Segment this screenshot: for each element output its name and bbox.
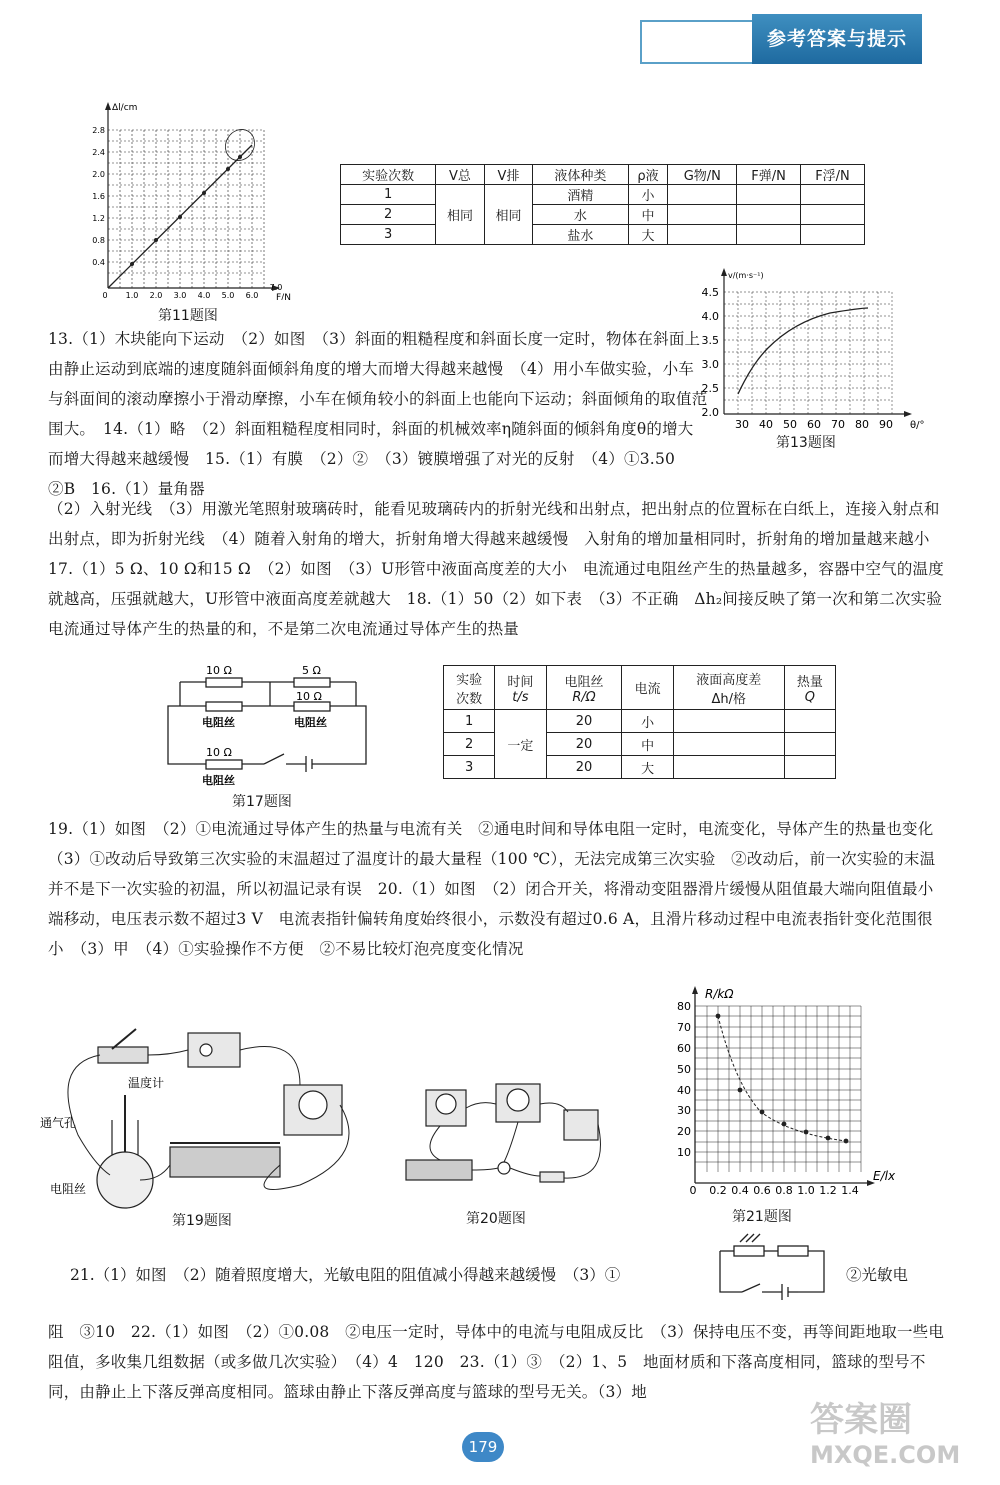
banner-box xyxy=(640,20,754,64)
answer-21-line: 21.（1）如图 （2）随着照度增大，光敏电阻的阻值减小得越来越缓慢 （3）① xyxy=(70,1266,621,1284)
table1-cell xyxy=(668,185,737,205)
fig21-xtick: 0.4 xyxy=(731,1184,749,1196)
table2-header: 时间 t/s xyxy=(495,666,546,710)
fig21-ytick: 30 xyxy=(677,1104,691,1117)
fig11-ytick: 0.8 xyxy=(92,236,105,245)
resistor-r2 xyxy=(206,702,242,711)
fig21-caption: 第21题图 xyxy=(732,1209,792,1225)
fig11-ytick: 2.4 xyxy=(92,148,105,157)
table1-cell xyxy=(801,225,865,245)
table2-header: 实验 次数 xyxy=(444,666,495,710)
fig21-ytick: 60 xyxy=(677,1042,691,1055)
resistor-r4 xyxy=(294,702,330,711)
table2-cell xyxy=(784,756,835,779)
fig20-apparatus xyxy=(400,1080,610,1200)
watermark-logo: 答案圈 MXQE.COM xyxy=(810,1400,961,1469)
answers-19-20: 19.（1）如图 （2）①电流通过导体产生的热量与电流有关 ②通电时间和导体电阻一定时，电流变化，导体产生的热量也变化 （3）①改动后导致第三次实验的末温超过了温度计的最大量程（100 ℃），无法完成第三次实验 ②改动后，前一次实验的末温并不是下一次实验的初温，所以初温记录有误 20.（1）如图 （2）闭合开关，将滑动变阻器滑片缓慢从阻值最大端向阻值最小端移动，电压表示数不超过3 V 电流表指针偏转角度始终很小，示数没有超过0.6 A，且滑片移动过程中电流表指针变化范围很小 （3）甲 （4）①实验操作不方便 ②不易比较灯泡亮度变化情况 xyxy=(48,820,950,958)
fig11-xtick: 6.0 xyxy=(245,291,259,300)
fig19-apparatus xyxy=(40,1025,370,1210)
table2-cell: 1 xyxy=(444,710,495,733)
table2-header: 电流 xyxy=(622,666,673,710)
answers-13-16: 13.（1）木块能向下运动 （2）如图 （3）斜面的粗糙程度和斜面长度一定时，物体在斜面上由静止运动到底端的速度随斜面倾斜角度的增大而增大得越来越慢 （4）用小车做实验，小车与斜面间的滚动摩擦小于滑动摩擦，小车在倾角较小的斜面上也能向下运动；斜面倾角的取值范围大。 14.（1）略 （2）斜面粗糙程度相同时，斜面的机械效率η随斜面的倾斜角度θ的增大而增大得越来越缓慢 15.（1）有膜 （2）② （3）镀膜增强了对光的反射 （4）①3.50 ②B 16.（1）量角器 xyxy=(48,330,708,498)
resistance-wire-label: 电阻丝 xyxy=(50,1182,87,1196)
table1-cell: 酒精 xyxy=(533,185,628,205)
table2-cell: 中 xyxy=(622,733,673,756)
wire-label-a: 电阻丝 xyxy=(202,716,235,729)
table2-cell xyxy=(784,733,835,756)
r2-label: 5 Ω xyxy=(302,664,321,677)
fig21-xlabel: E/lx xyxy=(873,1169,896,1183)
table1-header: 液体种类 xyxy=(533,165,628,185)
table2-cell: 20 xyxy=(546,733,622,756)
fig21-xtick: 0.6 xyxy=(753,1184,771,1196)
table2-header: 液面高度差 Δh/格 xyxy=(673,666,784,710)
fig11-ytick: 0.4 xyxy=(92,258,105,267)
answer-21-circuit xyxy=(716,1232,832,1304)
fig21-xtick: 1.0 xyxy=(797,1184,815,1196)
answers-16-18: （2）入射光线 （3）用激光笔照射玻璃砖时，能看见玻璃砖内的折射光线和出射点，把出射点的位置标在白纸上，连接入射点和出射点，即为折射光线 （4）随着入射角的增大，折射角增大得越来越缓慢 入射角的增加量相同时，折射角的增加量越来越小 17.（1）5 Ω、10 Ω和15 Ω （2）如图 （3）U形管中液面高度差的大小 电流通过电阻丝产生的热量越多，容器中空气的温度就越高，压强就越大，U形管中液面高度差就越大 18.（1）50（2）如下表 （3）不正确 Δh₂间接反映了第一次和第二次实验电流通过导体产生的热量的和，不是第二次电流通过导体产生的热量 xyxy=(48,500,946,638)
fig13-xtick: 60 xyxy=(807,418,821,430)
table2-cell: 大 xyxy=(622,756,673,779)
bulb xyxy=(498,1162,510,1174)
table1-cell: 中 xyxy=(628,205,668,225)
table2 xyxy=(443,665,836,779)
table2-cell: 一定 xyxy=(495,710,546,779)
header-banner xyxy=(640,14,922,64)
table1-header: F弹/N xyxy=(737,165,801,185)
fig13-xtick: 40 xyxy=(759,418,773,430)
table1-cell xyxy=(737,225,801,245)
table1-cell: 水 xyxy=(533,205,628,225)
power-supply xyxy=(188,1033,240,1067)
r1-label: 10 Ω xyxy=(206,664,232,677)
table2-cell xyxy=(673,756,784,779)
thermometer-label: 温度计 xyxy=(128,1076,165,1090)
fig11-ytick: 2.8 xyxy=(92,126,105,135)
table1-header: ρ液 xyxy=(628,165,668,185)
table1-header: V总 xyxy=(436,165,485,185)
table1-cell xyxy=(668,225,737,245)
fig13-xtick: 90 xyxy=(879,418,893,430)
table1-cell xyxy=(668,205,737,225)
fig11-ytick: 2.0 xyxy=(92,170,105,179)
fig21-ytick: 70 xyxy=(677,1021,691,1034)
fig21-ytick: 10 xyxy=(677,1146,691,1159)
table1-cell: 3 xyxy=(341,225,436,245)
table2-cell: 20 xyxy=(546,710,622,733)
table2-cell: 2 xyxy=(444,733,495,756)
table2-cell: 20 xyxy=(546,756,622,779)
table1 xyxy=(340,164,865,245)
switch-base xyxy=(98,1047,148,1063)
fig13-ytick: 3.0 xyxy=(701,358,719,371)
fig11-xlabel: F/N xyxy=(276,293,291,300)
fig21-ytick: 80 xyxy=(677,1000,691,1013)
fig11-xtick: 5.0 xyxy=(221,291,235,300)
banner-title: 参考答案与提示 xyxy=(752,14,922,64)
table1-header: F浮/N xyxy=(801,165,865,185)
fig11-xtick: 0 xyxy=(102,291,108,300)
page-number: 179 xyxy=(462,1432,504,1462)
fig21-xtick: 0.2 xyxy=(709,1184,727,1196)
table1-cell: 大 xyxy=(628,225,668,245)
table1-cell: 相同 xyxy=(484,185,533,245)
table1-header: V排 xyxy=(484,165,533,185)
fig13-xtick: 70 xyxy=(831,418,845,430)
answers-21-23: 阻 ③10 22.（1）如图 （2）①0.08 ②电压一定时，导体中的电流与电阻成反比 （3）保持电压不变，再等间距地取一些电阻值，多收集几组数据（或多做几次实验） （4）4 120 23.（1）③ （2）1、5 地面材质和下落高度相同，篮球的型号不同，由静止上下落反弹高度相同。篮球由静止下落反弹高度与篮球的型号无关。（3）地 xyxy=(48,1323,945,1401)
resistor-r5 xyxy=(206,760,242,769)
table1-header: 实验次数 xyxy=(341,165,436,185)
vent-label: 通气孔 xyxy=(40,1116,77,1130)
fig13-caption: 第13题图 xyxy=(776,435,836,451)
fig13-ytick: 3.5 xyxy=(701,334,719,347)
r3-label: 10 Ω xyxy=(296,690,322,703)
fig11-xtick: 1.0 xyxy=(125,291,139,300)
table2-cell xyxy=(673,710,784,733)
fig21-graph xyxy=(675,984,915,1196)
fig21-ylabel: R/kΩ xyxy=(705,987,734,1001)
fig21-ytick: 50 xyxy=(677,1063,691,1076)
table1-cell: 1 xyxy=(341,185,436,205)
fig11-ytick: 1.2 xyxy=(92,214,105,223)
fig21-xtick: 1.4 xyxy=(841,1184,859,1196)
table1-cell: 小 xyxy=(628,185,668,205)
table1-cell: 2 xyxy=(341,205,436,225)
fig13-ytick: 2.0 xyxy=(701,406,719,419)
fig13-ytick: 4.0 xyxy=(701,310,719,323)
table1-cell xyxy=(737,185,801,205)
table2-header: 电阻丝 R/Ω xyxy=(546,666,622,710)
battery xyxy=(564,1110,598,1140)
fig21-ytick: 20 xyxy=(677,1125,691,1138)
table2-cell xyxy=(673,733,784,756)
table1-header: G物/N xyxy=(668,165,737,185)
fig13-xtick: 50 xyxy=(783,418,797,430)
fig11-ylabel: Δl/cm xyxy=(112,103,138,113)
fig13-xtick: 80 xyxy=(855,418,869,430)
fig11-xtick: 2.0 xyxy=(149,291,163,300)
fig17-caption: 第17题图 xyxy=(232,794,292,810)
wire-label-b: 电阻丝 xyxy=(294,716,327,729)
fig11-xtick: 4.0 xyxy=(197,291,211,300)
rheostat xyxy=(406,1160,472,1180)
answer-21-line-end: ②光敏电 xyxy=(846,1266,909,1284)
r4-label: 10 Ω xyxy=(206,746,232,759)
fig13-xtick: 30 xyxy=(735,418,749,430)
fig20-caption: 第20题图 xyxy=(466,1211,526,1227)
wire-label-c: 电阻丝 xyxy=(202,774,235,787)
table1-cell xyxy=(801,205,865,225)
fig11-graph xyxy=(80,100,300,300)
table2-cell xyxy=(784,710,835,733)
fig21-ytick: 40 xyxy=(677,1084,691,1097)
fig11-xtick: 7.0 xyxy=(269,283,283,292)
fig13-ylabel: v/(m·s⁻¹) xyxy=(728,271,764,280)
fig13-ytick: 4.5 xyxy=(701,286,719,299)
table2-cell: 小 xyxy=(622,710,673,733)
fig21-xtick: 0 xyxy=(689,1184,697,1196)
fig11-ytick: 1.6 xyxy=(92,192,105,201)
table2-cell: 3 xyxy=(444,756,495,779)
fig19-caption: 第19题图 xyxy=(172,1213,232,1229)
fig13-ytick: 2.5 xyxy=(701,382,719,395)
fig21-xtick: 1.2 xyxy=(819,1184,837,1196)
rheostat xyxy=(170,1147,280,1177)
fig11-xtick: 3.0 xyxy=(173,291,187,300)
resistor-r3 xyxy=(294,678,330,687)
fig21-xtick: 0.8 xyxy=(775,1184,793,1196)
switch xyxy=(540,1172,564,1182)
table1-cell xyxy=(801,185,865,205)
resistor-r1 xyxy=(206,678,242,687)
table1-cell xyxy=(737,205,801,225)
fig11-caption: 第11题图 xyxy=(158,308,218,324)
table1-cell: 盐水 xyxy=(533,225,628,245)
table2-header: 热量 Q xyxy=(784,666,835,710)
fig17-circuit xyxy=(160,660,370,790)
fig13-graph xyxy=(690,268,960,430)
table1-cell: 相同 xyxy=(436,185,485,245)
fig13-xlabel: θ/° xyxy=(910,420,925,430)
